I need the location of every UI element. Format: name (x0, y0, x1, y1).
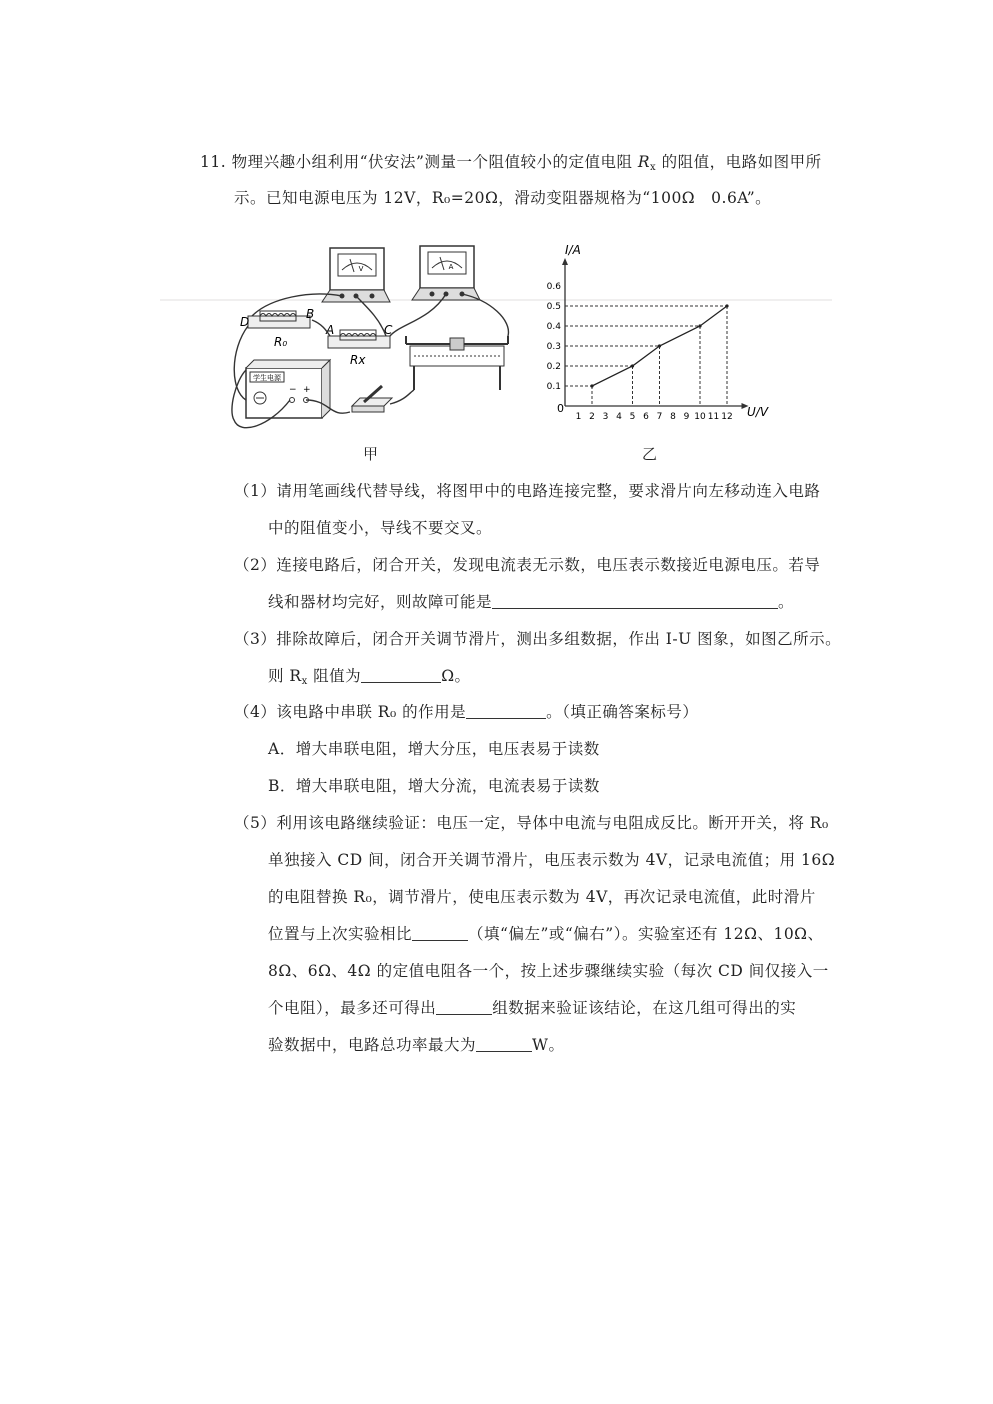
x-tick-label: 9 (683, 412, 690, 422)
x-tick-label: 11 (707, 412, 720, 422)
part-2-line-2 (268, 590, 794, 612)
rx-label: Rx (350, 353, 366, 367)
terminal-b-label: B (306, 307, 315, 321)
origin-label: 0 (557, 402, 564, 415)
part-5-line-1: （5）利用该电路继续验证：电压一定，导体中电流与电阻成反比。断开开关，将 R₀ (234, 814, 829, 832)
ammeter-label: A (448, 263, 454, 271)
x-tick-label: 1 (575, 412, 582, 422)
x-tick-label: 6 (643, 412, 649, 422)
part-4-text: （4）该电路中串联 R₀ 的作用是 (234, 703, 467, 721)
data-point (631, 364, 634, 367)
rheostat (406, 336, 508, 390)
r0-label: R₀ (274, 335, 288, 349)
part-2-line-1: （2）连接电路后，闭合开关，发现电流表无示数，电压表示数接近电源电压。若导 (234, 556, 821, 574)
intro-text-a: 物理兴趣小组利用“伏安法”测量一个阻值较小的定值电阻 (231, 153, 638, 171)
y-axis-label: I/A (565, 243, 581, 257)
part-5-line-4 (268, 922, 824, 944)
voltmeter-label: V (358, 265, 364, 273)
ammeter (412, 246, 480, 300)
svg-text:+: + (303, 385, 311, 395)
iu-graph-yi (535, 240, 785, 430)
part-5-text-d1: 位置与上次实验相比 (268, 925, 413, 943)
x-tick-label: 10 (694, 412, 706, 422)
data-point (590, 384, 593, 387)
figure-yi-caption: 乙 (642, 445, 658, 463)
y-axis-arrow (562, 258, 568, 265)
svg-text:−: − (289, 385, 297, 395)
circuit-figure-jia (230, 240, 520, 440)
part-5-text-d2: （填“偏左”或“偏右”）。实验室还有 12Ω、10Ω、 (468, 925, 824, 943)
resistor-r0 (240, 307, 314, 349)
part-4-line-1 (234, 700, 698, 722)
part-5-text-g2: W。 (532, 1036, 565, 1054)
part-3-text-b: 阻值为 (307, 667, 362, 685)
y-tick-label: 0.1 (546, 382, 561, 392)
rx-symbol: R (637, 153, 651, 171)
x-tick-label: 5 (629, 412, 636, 422)
intro-text-d: 的阻值，电路如图甲所 (656, 153, 822, 171)
option-a: A．增大串联电阻，增大分压，电压表易于读数 (268, 740, 600, 758)
part-1-line-2: 中的阻值变小，导线不要交叉。 (268, 519, 493, 537)
y-tick-label: 0.3 (546, 342, 561, 352)
answer-blank-5a[interactable] (412, 926, 468, 941)
answer-blank-5b[interactable] (436, 1000, 492, 1015)
y-tick-label: 0.6 (546, 282, 561, 292)
answer-blank-3[interactable] (361, 668, 441, 683)
part-3-line-2 (268, 664, 471, 687)
part-4-end: 。（填正确答案标号） (546, 703, 699, 721)
y-tick-label: 0.4 (546, 322, 561, 332)
part-2-end: 。 (778, 593, 795, 611)
part-3-line-1: （3）排除故障后，闭合开关调节滑片，测出多组数据，作出 I-U 图象，如图乙所示。 (234, 630, 842, 648)
terminal-d-label: D (240, 315, 250, 329)
y-tick-label: 0.5 (546, 302, 561, 312)
part-3-end: Ω。 (441, 667, 471, 685)
part-2-text: 线和器材均完好，则故障可能是 (268, 593, 493, 611)
data-point (725, 304, 728, 307)
part-5-text-g1: 验数据中，电路总功率最大为 (268, 1036, 477, 1054)
data-point (698, 324, 701, 327)
y-tick-label: 0.2 (546, 362, 561, 372)
x-tick-label: 3 (602, 412, 609, 422)
part-5-line-2: 单独接入 CD 间，闭合开关调节滑片，电压表示数为 4V，记录电流值；用 16Ω (268, 851, 836, 869)
switch (352, 386, 392, 412)
part-5-line-6 (268, 996, 796, 1018)
power-supply (246, 360, 330, 418)
part-5-line-5: 8Ω、6Ω、4Ω 的定值电阻各一个，按上述步骤继续实验（每次 CD 间仅接入一 (268, 962, 829, 980)
rx-subscript: x (650, 162, 657, 173)
x-tick-label: 4 (616, 412, 622, 422)
x-tick-label: 12 (721, 412, 733, 422)
terminal-a-label: A (326, 323, 335, 337)
question-intro-line-2: 示。已知电源电压为 12V，R₀=20Ω，滑动变阻器规格为“100Ω 0.6A”。 (234, 189, 772, 207)
x-tick-label: 7 (656, 412, 663, 422)
part-5-text-f2: 组数据来验证该结论，在这几组可得出的实 (492, 999, 797, 1017)
data-point (658, 344, 661, 347)
answer-blank-4[interactable] (466, 704, 546, 719)
answer-blank-5c[interactable] (476, 1037, 532, 1052)
answer-blank-2[interactable] (492, 594, 778, 609)
question-intro-line-1 (200, 150, 822, 173)
power-supply-label: 学生电源 (253, 374, 281, 382)
part-5-line-7 (268, 1033, 564, 1055)
part-5-text-f1: 个电阻），最多还可得出 (268, 999, 437, 1017)
terminal-c-label: C (384, 323, 393, 337)
part-3-rx-sub: x (301, 676, 308, 687)
option-b: B．增大串联电阻，增大分流，电流表易于读数 (268, 777, 600, 795)
part-3-text-a: 则 R (268, 667, 302, 685)
part-5-line-3: 的电阻替换 R₀，调节滑片，使电压表示数为 4V，再次记录电流值，此时滑片 (268, 888, 816, 906)
part-1-line-1: （1）请用笔画线代替导线，将图甲中的电路连接完整，要求滑片向左移动连入电路 (234, 482, 821, 500)
figure-jia-caption: 甲 (363, 445, 379, 463)
x-tick-label: 2 (589, 412, 595, 422)
question-number: 11. (200, 153, 227, 171)
x-axis-label: U/V (747, 405, 769, 419)
x-tick-label: 8 (670, 412, 676, 422)
